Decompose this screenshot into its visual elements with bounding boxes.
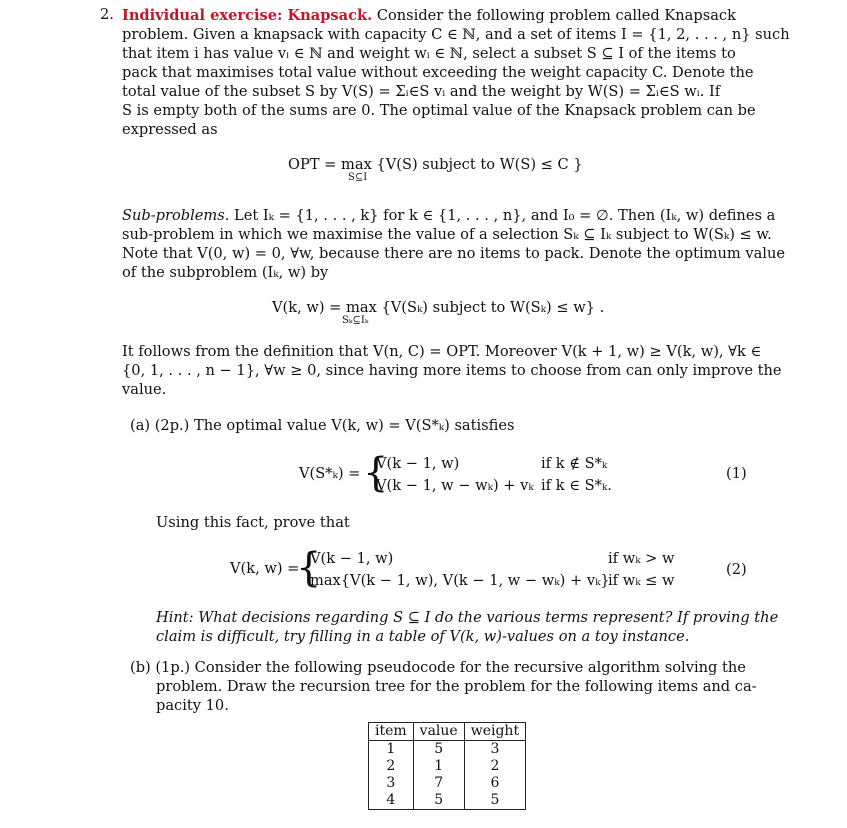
subproblems-line: Note that V(0, w) = 0, ∀w, because there are no items to pack. Denote the optimum value	[122, 245, 785, 262]
intro-line: pack that maximises total value without exceeding the weight capacity C. Denote the	[122, 64, 754, 81]
eq1-brace: {	[363, 450, 389, 496]
part-a-header: (a) (2p.) The optimal value V(k, w) = V(S*ₖ) satisfies	[130, 417, 515, 434]
subproblems-line: of the subproblem (Iₖ, w) by	[122, 264, 329, 281]
eq2-cond2: if wₖ ≤ w	[608, 572, 675, 589]
intro-text-0: Consider the following problem called Knapsack	[376, 7, 736, 24]
table-cell: 2	[369, 758, 414, 775]
eq1-lhs: V(S*ₖ) =	[299, 465, 361, 482]
eq2-number: (2)	[726, 561, 747, 578]
subproblems-text-0: Let Iₖ = {1, . . . , k} for k ∈ {1, . . . , n}, and I₀ = ∅. Then (Iₖ, w) defines a	[229, 207, 776, 224]
opt-equation-subscript: S⊆I	[348, 172, 368, 183]
problem-intro-line-1	[122, 6, 736, 25]
intro-line: expressed as	[122, 121, 218, 138]
follows-line: It follows from the definition that V(n, C) = OPT. Moreover V(k + 1, w) ≥ V(k, w), ∀k ∈	[122, 343, 762, 360]
follows-line: value.	[122, 381, 167, 398]
table-cell: 5	[413, 792, 464, 810]
subproblems-line: sub-problem in which we maximise the value of a selection Sₖ ⊆ Iₖ subject to W(Sₖ) ≤ w.	[122, 226, 772, 243]
table-header-cell: weight	[464, 723, 525, 741]
table-header-cell: value	[413, 723, 464, 741]
eq1-case1: V(k − 1, w)	[376, 455, 460, 472]
subproblems-label: Sub-problems.	[122, 207, 230, 224]
problem-title: Individual exercise: Knapsack.	[122, 7, 373, 24]
eq2-lhs: V(k, w) =	[230, 560, 300, 577]
eq1-number: (1)	[726, 465, 747, 482]
eq1-cond2: if k ∈ S*ₖ.	[541, 477, 612, 494]
table-header-cell: item	[369, 723, 414, 741]
table-cell: 5	[413, 741, 464, 759]
opt-equation: OPT = max {V(S) subject to W(S) ≤ C }	[288, 156, 583, 173]
table-cell: 6	[464, 775, 525, 792]
vkw-equation: V(k, w) = max {V(Sₖ) subject to W(Sₖ) ≤ w} .	[272, 299, 605, 316]
eq1-cond1: if k ∉ S*ₖ	[541, 455, 608, 472]
part-b-line: (b) (1p.) Consider the following pseudocode for the recursive algorithm solving the	[130, 659, 746, 676]
eq1-case2: V(k − 1, w − wₖ) + vₖ	[376, 477, 534, 494]
items-table	[368, 722, 526, 810]
follows-line: {0, 1, . . . , n − 1}, ∀w ≥ 0, since having more items to choose from can only improve the	[122, 362, 782, 379]
vkw-equation-subscript: Sₖ⊆Iₖ	[342, 315, 369, 326]
intro-line: that item i has value vᵢ ∈ ℕ and weight wᵢ ∈ ℕ, select a subset S ⊆ I of the items to	[122, 45, 736, 62]
table-cell: 4	[369, 792, 414, 810]
eq2-brace: {	[296, 545, 322, 591]
using-text: Using this fact, prove that	[156, 514, 350, 531]
table-cell: 5	[464, 792, 525, 810]
table-cell: 7	[413, 775, 464, 792]
eq2-case2: max{V(k − 1, w), V(k − 1, w − wₖ) + vₖ}	[310, 572, 610, 589]
hint-line: Hint: What decisions regarding S ⊆ I do the various terms represent? If proving the	[156, 609, 779, 626]
subproblems-line-1	[122, 206, 775, 225]
intro-line: problem. Given a knapsack with capacity C ∈ ℕ, and a set of items I = {1, 2, . . . , n} such	[122, 26, 790, 43]
table-cell: 3	[464, 741, 525, 759]
table-cell: 3	[369, 775, 414, 792]
intro-line: total value of the subset S by V(S) = Σᵢ∈S vᵢ and the weight by W(S) = Σᵢ∈S wᵢ. If	[122, 83, 721, 100]
eq2-cond1: if wₖ > w	[608, 550, 675, 567]
part-b-line: pacity 10.	[156, 697, 229, 714]
problem-number: 2.	[100, 6, 114, 23]
table-cell: 1	[369, 741, 414, 759]
table-row	[369, 741, 526, 759]
table-row	[369, 758, 526, 775]
intro-line: S is empty both of the sums are 0. The optimal value of the Knapsack problem can be	[122, 102, 756, 119]
hint-line: claim is difficult, try filling in a table of V(k, w)-values on a toy instance.	[156, 628, 690, 645]
table-row	[369, 792, 526, 810]
table-cell: 1	[413, 758, 464, 775]
table-cell: 2	[464, 758, 525, 775]
part-b-line: problem. Draw the recursion tree for the problem for the following items and ca-	[156, 678, 757, 695]
table-header-row	[369, 723, 526, 741]
eq2-case1: V(k − 1, w)	[310, 550, 394, 567]
table-row	[369, 775, 526, 792]
